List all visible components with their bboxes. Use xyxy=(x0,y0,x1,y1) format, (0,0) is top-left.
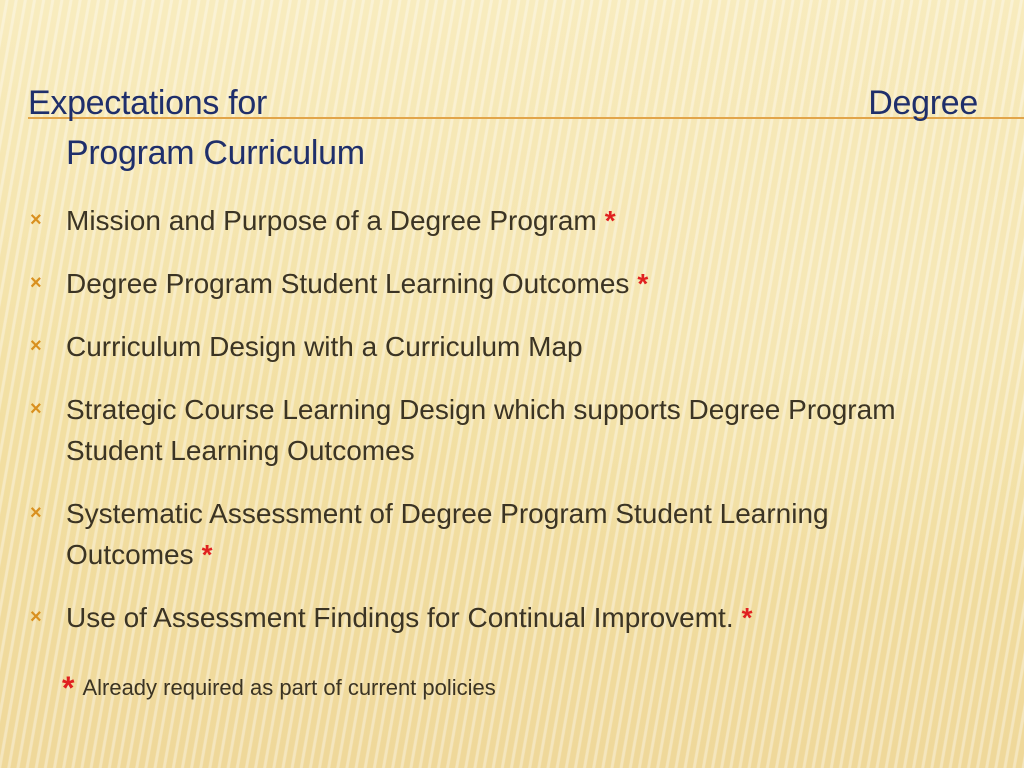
list-item xyxy=(30,389,960,471)
footnote xyxy=(62,668,496,708)
x-bullet-icon: × xyxy=(30,209,42,231)
list-item xyxy=(30,597,960,638)
list-item xyxy=(30,493,960,575)
bullet-text: Curriculum Design with a Curriculum Map xyxy=(66,331,583,362)
x-bullet-icon: × xyxy=(30,272,42,294)
x-bullet-icon: × xyxy=(30,606,42,628)
list-item xyxy=(30,200,960,241)
x-bullet-icon: × xyxy=(30,335,42,357)
footnote-star: * xyxy=(62,670,75,706)
slide-title xyxy=(28,78,978,178)
bullet-text: Degree Program Student Learning Outcomes xyxy=(66,268,630,299)
x-bullet-icon: × xyxy=(30,398,42,420)
footnote-text: Already required as part of current policies xyxy=(82,675,496,700)
x-bullet-icon: × xyxy=(30,502,42,524)
bullet-text: Systematic Assessment of Degree Program Student Learning Outcomes xyxy=(66,498,829,570)
required-star: * xyxy=(201,539,213,570)
required-star: * xyxy=(741,602,753,633)
title-line-2: Program Curriculum xyxy=(66,134,365,172)
bullet-list xyxy=(30,200,960,660)
bullet-text: Use of Assessment Findings for Continual Improvemt. xyxy=(66,602,734,633)
title-right: Degree xyxy=(868,84,978,122)
list-item xyxy=(30,326,960,367)
bullet-text: Strategic Course Learning Design which supports Degree Program Student Learning Outcomes xyxy=(66,394,896,466)
required-star: * xyxy=(637,268,649,299)
title-line-1 xyxy=(28,78,978,128)
required-star: * xyxy=(604,205,616,236)
bullet-text: Mission and Purpose of a Degree Program xyxy=(66,205,597,236)
list-item xyxy=(30,263,960,304)
title-left: Expectations for xyxy=(28,84,267,122)
